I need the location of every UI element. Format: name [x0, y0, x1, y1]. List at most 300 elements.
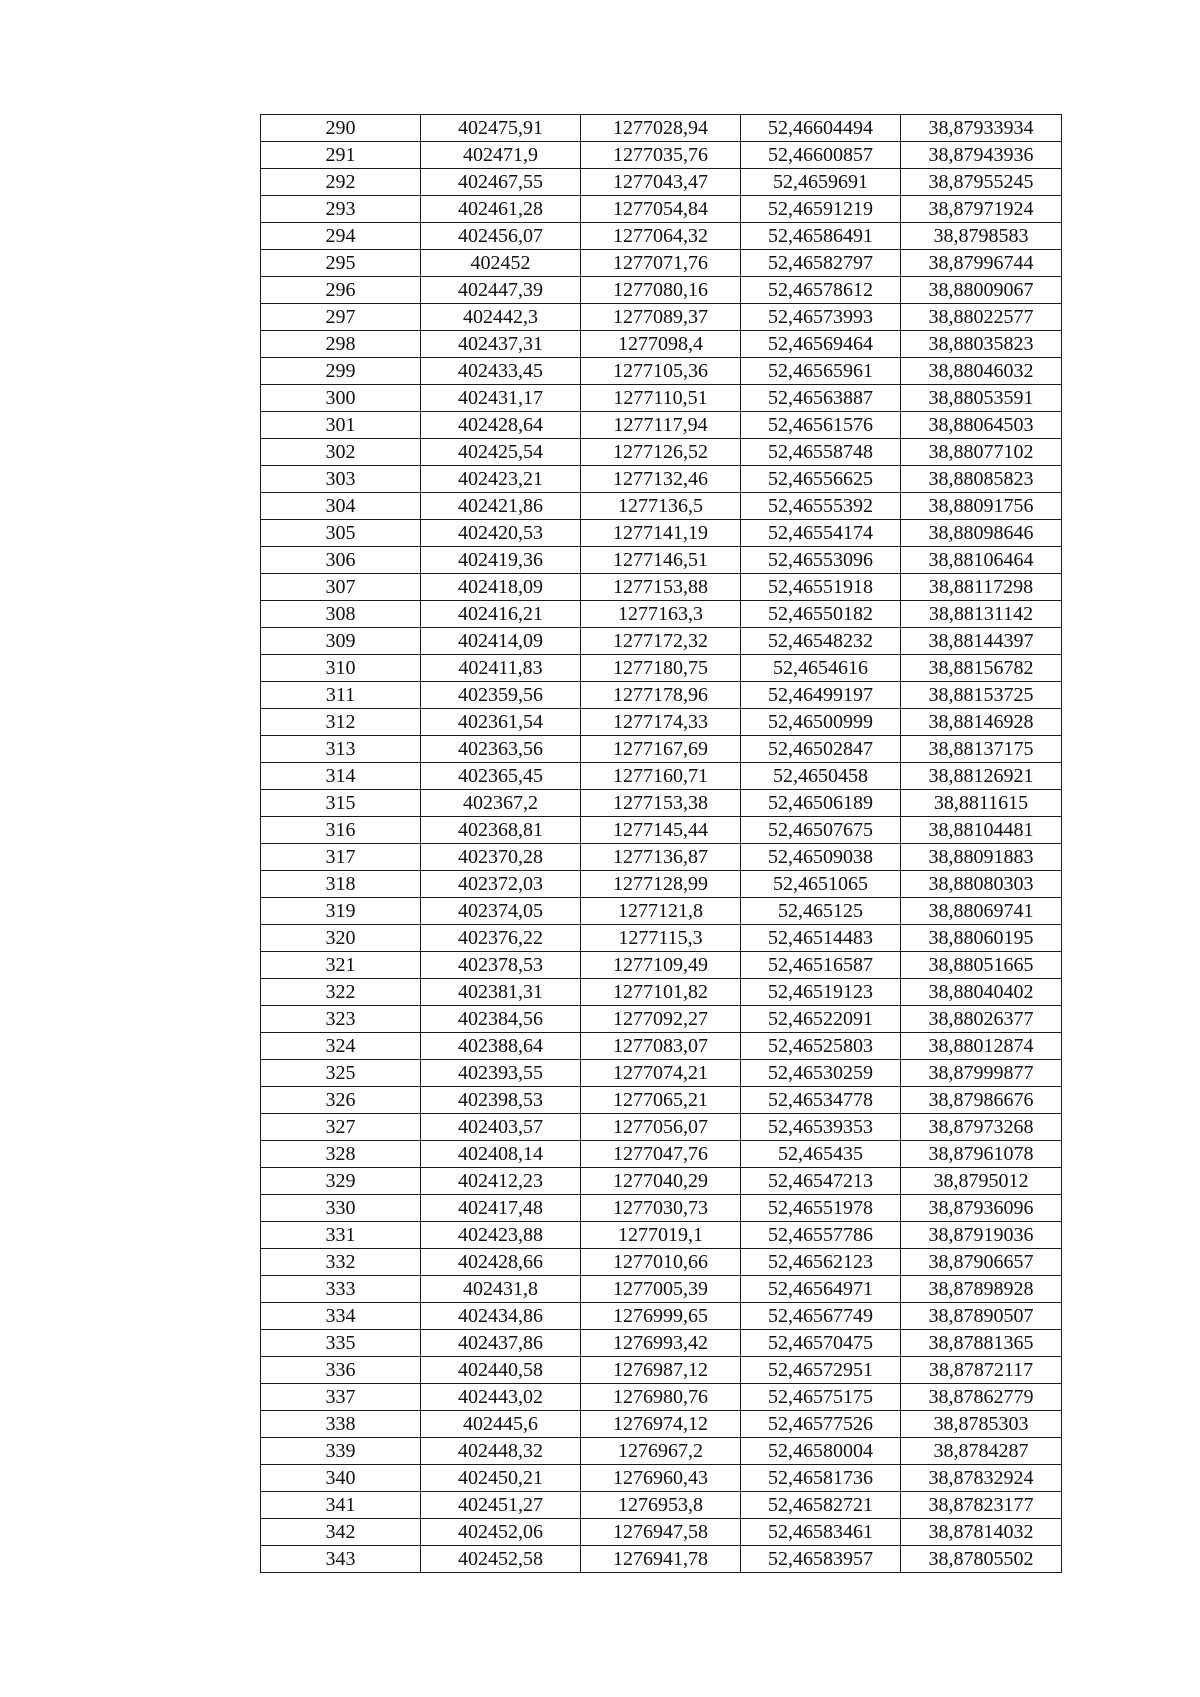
table-row	[261, 331, 1062, 358]
table-row	[261, 1276, 1062, 1303]
point-number-cell: 305	[261, 520, 421, 547]
y-coordinate-cell: 1277178,96	[581, 682, 741, 709]
longitude-cell: 38,87971924	[901, 196, 1062, 223]
x-coordinate-cell: 402398,53	[421, 1087, 581, 1114]
point-number-cell: 295	[261, 250, 421, 277]
x-coordinate-cell: 402408,14	[421, 1141, 581, 1168]
point-number-cell: 317	[261, 844, 421, 871]
longitude-cell: 38,88009067	[901, 277, 1062, 304]
latitude-cell: 52,46564971	[741, 1276, 901, 1303]
latitude-cell: 52,46522091	[741, 1006, 901, 1033]
longitude-cell: 38,88035823	[901, 331, 1062, 358]
y-coordinate-cell: 1277101,82	[581, 979, 741, 1006]
x-coordinate-cell: 402450,21	[421, 1465, 581, 1492]
latitude-cell: 52,46582797	[741, 250, 901, 277]
x-coordinate-cell: 402419,36	[421, 547, 581, 574]
y-coordinate-cell: 1276980,76	[581, 1384, 741, 1411]
latitude-cell: 52,46580004	[741, 1438, 901, 1465]
latitude-cell: 52,46569464	[741, 331, 901, 358]
longitude-cell: 38,87814032	[901, 1519, 1062, 1546]
longitude-cell: 38,8784287	[901, 1438, 1062, 1465]
point-number-cell: 323	[261, 1006, 421, 1033]
x-coordinate-cell: 402388,64	[421, 1033, 581, 1060]
table-row	[261, 142, 1062, 169]
point-number-cell: 309	[261, 628, 421, 655]
table-row	[261, 1330, 1062, 1357]
latitude-cell: 52,46583461	[741, 1519, 901, 1546]
point-number-cell: 318	[261, 871, 421, 898]
x-coordinate-cell: 402433,45	[421, 358, 581, 385]
table-row	[261, 574, 1062, 601]
longitude-cell: 38,87955245	[901, 169, 1062, 196]
x-coordinate-cell: 402370,28	[421, 844, 581, 871]
longitude-cell: 38,88051665	[901, 952, 1062, 979]
point-number-cell: 329	[261, 1168, 421, 1195]
table-row	[261, 1303, 1062, 1330]
longitude-cell: 38,88144397	[901, 628, 1062, 655]
latitude-cell: 52,46582721	[741, 1492, 901, 1519]
longitude-cell: 38,88085823	[901, 466, 1062, 493]
table-row	[261, 196, 1062, 223]
table-row	[261, 682, 1062, 709]
table-row	[261, 412, 1062, 439]
longitude-cell: 38,87933934	[901, 115, 1062, 142]
longitude-cell: 38,88022577	[901, 304, 1062, 331]
table-row	[261, 817, 1062, 844]
y-coordinate-cell: 1276987,12	[581, 1357, 741, 1384]
point-number-cell: 291	[261, 142, 421, 169]
latitude-cell: 52,4659691	[741, 169, 901, 196]
longitude-cell: 38,88098646	[901, 520, 1062, 547]
table-row	[261, 1006, 1062, 1033]
y-coordinate-cell: 1277115,3	[581, 925, 741, 952]
table-row	[261, 304, 1062, 331]
longitude-cell: 38,87919036	[901, 1222, 1062, 1249]
point-number-cell: 322	[261, 979, 421, 1006]
longitude-cell: 38,87936096	[901, 1195, 1062, 1222]
longitude-cell: 38,88053591	[901, 385, 1062, 412]
x-coordinate-cell: 402437,31	[421, 331, 581, 358]
coordinates-table-body	[261, 115, 1062, 1573]
x-coordinate-cell: 402448,32	[421, 1438, 581, 1465]
point-number-cell: 335	[261, 1330, 421, 1357]
latitude-cell: 52,46558748	[741, 439, 901, 466]
table-row	[261, 1438, 1062, 1465]
x-coordinate-cell: 402372,03	[421, 871, 581, 898]
y-coordinate-cell: 1277005,39	[581, 1276, 741, 1303]
longitude-cell: 38,87961078	[901, 1141, 1062, 1168]
table-row	[261, 439, 1062, 466]
table-row	[261, 1492, 1062, 1519]
y-coordinate-cell: 1277080,16	[581, 277, 741, 304]
point-number-cell: 302	[261, 439, 421, 466]
x-coordinate-cell: 402423,88	[421, 1222, 581, 1249]
latitude-cell: 52,46500999	[741, 709, 901, 736]
longitude-cell: 38,87805502	[901, 1546, 1062, 1573]
longitude-cell: 38,87986676	[901, 1087, 1062, 1114]
x-coordinate-cell: 402456,07	[421, 223, 581, 250]
x-coordinate-cell: 402414,09	[421, 628, 581, 655]
x-coordinate-cell: 402451,27	[421, 1492, 581, 1519]
y-coordinate-cell: 1277117,94	[581, 412, 741, 439]
y-coordinate-cell: 1277172,32	[581, 628, 741, 655]
y-coordinate-cell: 1277136,5	[581, 493, 741, 520]
point-number-cell: 304	[261, 493, 421, 520]
latitude-cell: 52,46509038	[741, 844, 901, 871]
point-number-cell: 331	[261, 1222, 421, 1249]
point-number-cell: 311	[261, 682, 421, 709]
y-coordinate-cell: 1277180,75	[581, 655, 741, 682]
point-number-cell: 320	[261, 925, 421, 952]
table-row	[261, 1033, 1062, 1060]
point-number-cell: 301	[261, 412, 421, 439]
longitude-cell: 38,87999877	[901, 1060, 1062, 1087]
point-number-cell: 337	[261, 1384, 421, 1411]
x-coordinate-cell: 402431,8	[421, 1276, 581, 1303]
table-row	[261, 628, 1062, 655]
point-number-cell: 306	[261, 547, 421, 574]
latitude-cell: 52,46551978	[741, 1195, 901, 1222]
y-coordinate-cell: 1276999,65	[581, 1303, 741, 1330]
y-coordinate-cell: 1277128,99	[581, 871, 741, 898]
x-coordinate-cell: 402461,28	[421, 196, 581, 223]
x-coordinate-cell: 402425,54	[421, 439, 581, 466]
table-row	[261, 979, 1062, 1006]
x-coordinate-cell: 402384,56	[421, 1006, 581, 1033]
latitude-cell: 52,46583957	[741, 1546, 901, 1573]
x-coordinate-cell: 402412,23	[421, 1168, 581, 1195]
table-row	[261, 1384, 1062, 1411]
point-number-cell: 300	[261, 385, 421, 412]
table-row	[261, 466, 1062, 493]
longitude-cell: 38,8785303	[901, 1411, 1062, 1438]
table-row	[261, 169, 1062, 196]
latitude-cell: 52,46561576	[741, 412, 901, 439]
table-row	[261, 1357, 1062, 1384]
latitude-cell: 52,465125	[741, 898, 901, 925]
latitude-cell: 52,46550182	[741, 601, 901, 628]
latitude-cell: 52,46499197	[741, 682, 901, 709]
y-coordinate-cell: 1277136,87	[581, 844, 741, 871]
y-coordinate-cell: 1276974,12	[581, 1411, 741, 1438]
table-row	[261, 520, 1062, 547]
point-number-cell: 333	[261, 1276, 421, 1303]
y-coordinate-cell: 1277040,29	[581, 1168, 741, 1195]
table-row	[261, 871, 1062, 898]
point-number-cell: 297	[261, 304, 421, 331]
latitude-cell: 52,46506189	[741, 790, 901, 817]
latitude-cell: 52,46600857	[741, 142, 901, 169]
x-coordinate-cell: 402374,05	[421, 898, 581, 925]
longitude-cell: 38,87881365	[901, 1330, 1062, 1357]
table-row	[261, 790, 1062, 817]
x-coordinate-cell: 402365,45	[421, 763, 581, 790]
longitude-cell: 38,87898928	[901, 1276, 1062, 1303]
latitude-cell: 52,465435	[741, 1141, 901, 1168]
y-coordinate-cell: 1276941,78	[581, 1546, 741, 1573]
y-coordinate-cell: 1277105,36	[581, 358, 741, 385]
table-row	[261, 358, 1062, 385]
y-coordinate-cell: 1277035,76	[581, 142, 741, 169]
x-coordinate-cell: 402378,53	[421, 952, 581, 979]
latitude-cell: 52,46578612	[741, 277, 901, 304]
latitude-cell: 52,46551918	[741, 574, 901, 601]
latitude-cell: 52,46570475	[741, 1330, 901, 1357]
point-number-cell: 342	[261, 1519, 421, 1546]
latitude-cell: 52,46556625	[741, 466, 901, 493]
longitude-cell: 38,88146928	[901, 709, 1062, 736]
table-row	[261, 547, 1062, 574]
y-coordinate-cell: 1276953,8	[581, 1492, 741, 1519]
point-number-cell: 339	[261, 1438, 421, 1465]
latitude-cell: 52,46539353	[741, 1114, 901, 1141]
longitude-cell: 38,88080303	[901, 871, 1062, 898]
latitude-cell: 52,46554174	[741, 520, 901, 547]
longitude-cell: 38,88026377	[901, 1006, 1062, 1033]
latitude-cell: 52,46562123	[741, 1249, 901, 1276]
point-number-cell: 292	[261, 169, 421, 196]
table-row	[261, 709, 1062, 736]
x-coordinate-cell: 402411,83	[421, 655, 581, 682]
latitude-cell: 52,46577526	[741, 1411, 901, 1438]
y-coordinate-cell: 1277047,76	[581, 1141, 741, 1168]
x-coordinate-cell: 402359,56	[421, 682, 581, 709]
x-coordinate-cell: 402420,53	[421, 520, 581, 547]
y-coordinate-cell: 1276967,2	[581, 1438, 741, 1465]
point-number-cell: 321	[261, 952, 421, 979]
table-row	[261, 277, 1062, 304]
y-coordinate-cell: 1277056,07	[581, 1114, 741, 1141]
x-coordinate-cell: 402417,48	[421, 1195, 581, 1222]
point-number-cell: 338	[261, 1411, 421, 1438]
point-number-cell: 332	[261, 1249, 421, 1276]
table-row	[261, 115, 1062, 142]
x-coordinate-cell: 402428,66	[421, 1249, 581, 1276]
x-coordinate-cell: 402452,06	[421, 1519, 581, 1546]
table-row	[261, 1222, 1062, 1249]
table-row	[261, 223, 1062, 250]
point-number-cell: 325	[261, 1060, 421, 1087]
latitude-cell: 52,46534778	[741, 1087, 901, 1114]
latitude-cell: 52,4651065	[741, 871, 901, 898]
longitude-cell: 38,88106464	[901, 547, 1062, 574]
point-number-cell: 330	[261, 1195, 421, 1222]
x-coordinate-cell: 402447,39	[421, 277, 581, 304]
y-coordinate-cell: 1277132,46	[581, 466, 741, 493]
y-coordinate-cell: 1276947,58	[581, 1519, 741, 1546]
y-coordinate-cell: 1277121,8	[581, 898, 741, 925]
table-row	[261, 493, 1062, 520]
point-number-cell: 314	[261, 763, 421, 790]
table-row	[261, 250, 1062, 277]
y-coordinate-cell: 1277074,21	[581, 1060, 741, 1087]
table-row	[261, 736, 1062, 763]
longitude-cell: 38,88091883	[901, 844, 1062, 871]
point-number-cell: 299	[261, 358, 421, 385]
longitude-cell: 38,88069741	[901, 898, 1062, 925]
latitude-cell: 52,46565961	[741, 358, 901, 385]
y-coordinate-cell: 1277110,51	[581, 385, 741, 412]
x-coordinate-cell: 402361,54	[421, 709, 581, 736]
latitude-cell: 52,46575175	[741, 1384, 901, 1411]
longitude-cell: 38,87943936	[901, 142, 1062, 169]
longitude-cell: 38,88046032	[901, 358, 1062, 385]
y-coordinate-cell: 1276960,43	[581, 1465, 741, 1492]
table-row	[261, 1087, 1062, 1114]
point-number-cell: 324	[261, 1033, 421, 1060]
table-row	[261, 1519, 1062, 1546]
longitude-cell: 38,8811615	[901, 790, 1062, 817]
x-coordinate-cell: 402376,22	[421, 925, 581, 952]
y-coordinate-cell: 1277153,38	[581, 790, 741, 817]
x-coordinate-cell: 402367,2	[421, 790, 581, 817]
longitude-cell: 38,88091756	[901, 493, 1062, 520]
table-row	[261, 385, 1062, 412]
y-coordinate-cell: 1277146,51	[581, 547, 741, 574]
latitude-cell: 52,46516587	[741, 952, 901, 979]
longitude-cell: 38,87872117	[901, 1357, 1062, 1384]
y-coordinate-cell: 1277028,94	[581, 115, 741, 142]
x-coordinate-cell: 402423,21	[421, 466, 581, 493]
y-coordinate-cell: 1277160,71	[581, 763, 741, 790]
table-row	[261, 898, 1062, 925]
point-number-cell: 307	[261, 574, 421, 601]
x-coordinate-cell: 402467,55	[421, 169, 581, 196]
point-number-cell: 326	[261, 1087, 421, 1114]
point-number-cell: 294	[261, 223, 421, 250]
point-number-cell: 316	[261, 817, 421, 844]
latitude-cell: 52,46604494	[741, 115, 901, 142]
latitude-cell: 52,46548232	[741, 628, 901, 655]
x-coordinate-cell: 402403,57	[421, 1114, 581, 1141]
point-number-cell: 328	[261, 1141, 421, 1168]
x-coordinate-cell: 402445,6	[421, 1411, 581, 1438]
x-coordinate-cell: 402416,21	[421, 601, 581, 628]
latitude-cell: 52,46507675	[741, 817, 901, 844]
y-coordinate-cell: 1276993,42	[581, 1330, 741, 1357]
y-coordinate-cell: 1277109,49	[581, 952, 741, 979]
x-coordinate-cell: 402381,31	[421, 979, 581, 1006]
x-coordinate-cell: 402452,58	[421, 1546, 581, 1573]
table-row	[261, 844, 1062, 871]
x-coordinate-cell: 402475,91	[421, 115, 581, 142]
x-coordinate-cell: 402443,02	[421, 1384, 581, 1411]
point-number-cell: 313	[261, 736, 421, 763]
table-row	[261, 1141, 1062, 1168]
point-number-cell: 303	[261, 466, 421, 493]
x-coordinate-cell: 402442,3	[421, 304, 581, 331]
longitude-cell: 38,87906657	[901, 1249, 1062, 1276]
x-coordinate-cell: 402428,64	[421, 412, 581, 439]
point-number-cell: 296	[261, 277, 421, 304]
longitude-cell: 38,88040402	[901, 979, 1062, 1006]
y-coordinate-cell: 1277065,21	[581, 1087, 741, 1114]
table-row	[261, 655, 1062, 682]
y-coordinate-cell: 1277089,37	[581, 304, 741, 331]
y-coordinate-cell: 1277141,19	[581, 520, 741, 547]
y-coordinate-cell: 1277174,33	[581, 709, 741, 736]
y-coordinate-cell: 1277043,47	[581, 169, 741, 196]
y-coordinate-cell: 1277071,76	[581, 250, 741, 277]
table-row	[261, 1411, 1062, 1438]
latitude-cell: 52,46547213	[741, 1168, 901, 1195]
point-number-cell: 327	[261, 1114, 421, 1141]
longitude-cell: 38,88104481	[901, 817, 1062, 844]
y-coordinate-cell: 1277054,84	[581, 196, 741, 223]
latitude-cell: 52,46502847	[741, 736, 901, 763]
point-number-cell: 312	[261, 709, 421, 736]
latitude-cell: 52,46514483	[741, 925, 901, 952]
longitude-cell: 38,88126921	[901, 763, 1062, 790]
point-number-cell: 336	[261, 1357, 421, 1384]
x-coordinate-cell: 402437,86	[421, 1330, 581, 1357]
latitude-cell: 52,4650458	[741, 763, 901, 790]
y-coordinate-cell: 1277010,66	[581, 1249, 741, 1276]
longitude-cell: 38,87890507	[901, 1303, 1062, 1330]
longitude-cell: 38,8798583	[901, 223, 1062, 250]
x-coordinate-cell: 402393,55	[421, 1060, 581, 1087]
table-row	[261, 1546, 1062, 1573]
latitude-cell: 52,46563887	[741, 385, 901, 412]
y-coordinate-cell: 1277092,27	[581, 1006, 741, 1033]
longitude-cell: 38,88012874	[901, 1033, 1062, 1060]
latitude-cell: 52,46557786	[741, 1222, 901, 1249]
longitude-cell: 38,88131142	[901, 601, 1062, 628]
y-coordinate-cell: 1277145,44	[581, 817, 741, 844]
x-coordinate-cell: 402431,17	[421, 385, 581, 412]
table-row	[261, 763, 1062, 790]
x-coordinate-cell: 402452	[421, 250, 581, 277]
longitude-cell: 38,87973268	[901, 1114, 1062, 1141]
latitude-cell: 52,46591219	[741, 196, 901, 223]
longitude-cell: 38,88060195	[901, 925, 1062, 952]
longitude-cell: 38,87996744	[901, 250, 1062, 277]
longitude-cell: 38,88137175	[901, 736, 1062, 763]
x-coordinate-cell: 402363,56	[421, 736, 581, 763]
longitude-cell: 38,88117298	[901, 574, 1062, 601]
coordinates-table	[260, 114, 1062, 1573]
x-coordinate-cell: 402418,09	[421, 574, 581, 601]
x-coordinate-cell: 402421,86	[421, 493, 581, 520]
table-row	[261, 1114, 1062, 1141]
longitude-cell: 38,8795012	[901, 1168, 1062, 1195]
x-coordinate-cell: 402440,58	[421, 1357, 581, 1384]
point-number-cell: 310	[261, 655, 421, 682]
latitude-cell: 52,4654616	[741, 655, 901, 682]
x-coordinate-cell: 402368,81	[421, 817, 581, 844]
point-number-cell: 341	[261, 1492, 421, 1519]
table-row	[261, 601, 1062, 628]
x-coordinate-cell: 402434,86	[421, 1303, 581, 1330]
table-row	[261, 1060, 1062, 1087]
latitude-cell: 52,46567749	[741, 1303, 901, 1330]
latitude-cell: 52,46530259	[741, 1060, 901, 1087]
latitude-cell: 52,46586491	[741, 223, 901, 250]
latitude-cell: 52,46572951	[741, 1357, 901, 1384]
latitude-cell: 52,46555392	[741, 493, 901, 520]
x-coordinate-cell: 402471,9	[421, 142, 581, 169]
latitude-cell: 52,46553096	[741, 547, 901, 574]
longitude-cell: 38,88077102	[901, 439, 1062, 466]
longitude-cell: 38,88153725	[901, 682, 1062, 709]
y-coordinate-cell: 1277126,52	[581, 439, 741, 466]
latitude-cell: 52,46581736	[741, 1465, 901, 1492]
point-number-cell: 290	[261, 115, 421, 142]
table-row	[261, 925, 1062, 952]
y-coordinate-cell: 1277019,1	[581, 1222, 741, 1249]
table-row	[261, 1168, 1062, 1195]
y-coordinate-cell: 1277030,73	[581, 1195, 741, 1222]
